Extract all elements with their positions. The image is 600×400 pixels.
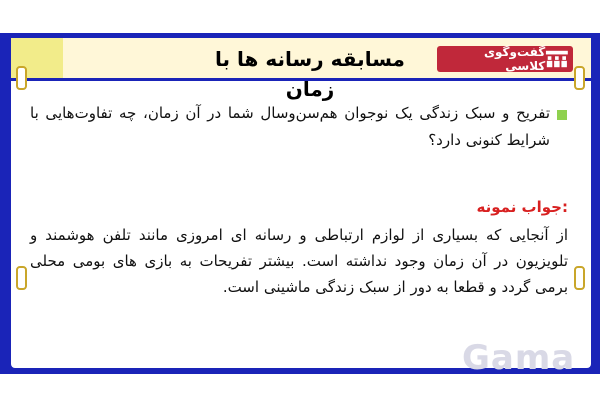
bullet-marker: [557, 110, 567, 120]
binder-ring-icon: [574, 66, 585, 90]
watermark-logo: Gama: [462, 338, 576, 378]
binder-ring-icon: [16, 266, 27, 290]
page-title: مسابقه رسانه ها با زمان: [215, 47, 405, 101]
section-badge: [437, 46, 573, 72]
answer-heading: :جواب نمونه: [476, 198, 568, 216]
answer-text: از آنجایی که بسیاری از لوازم ارتباطی و رسانه ای امروزی مانند تلفن هوشمند و تلویزیون در آن زمان وجود نداشته است. بیشتر تفریحات به بازی های بومی محلی برمی گردد و قطعا به دور از سبک زندگی ماشینی است.: [30, 226, 568, 296]
binder-ring-icon: [574, 266, 585, 290]
binder-ring-icon: [16, 66, 27, 90]
question-text: تفریح و سبک زندگی یک نوجوان هم‌سن‌وسال شما در آن زمان، چه تفاوت‌هایی با شرایط کنونی دارد؟: [30, 104, 550, 149]
class-discussion-icon: [545, 48, 569, 70]
badge-label: گفت‌وگوی کلاسی: [484, 45, 546, 73]
